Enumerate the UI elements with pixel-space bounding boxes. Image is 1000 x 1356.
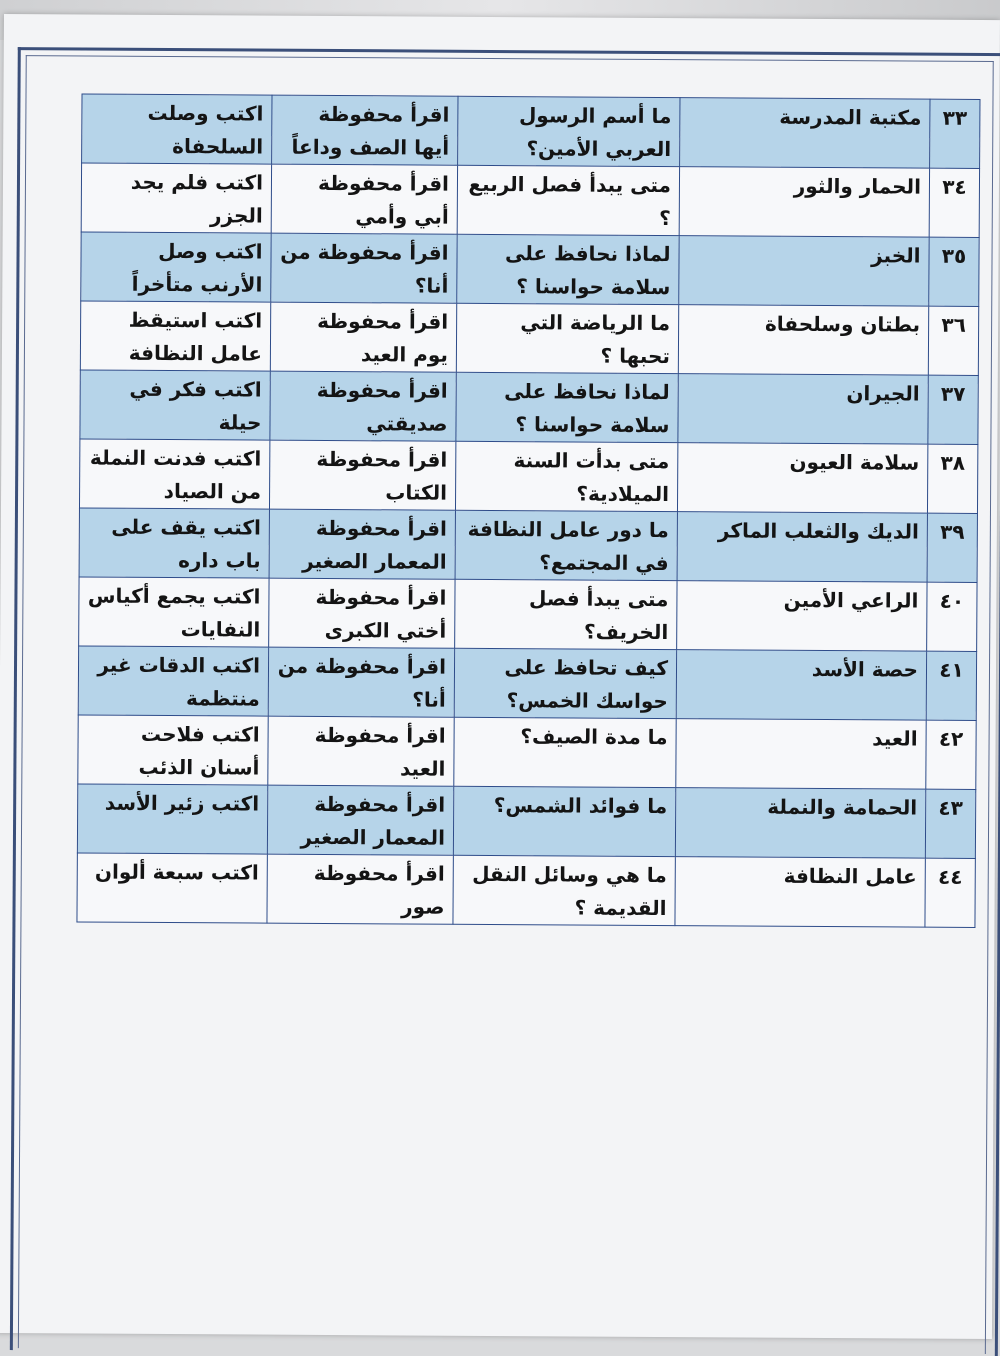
lesson-reading: اقرأ محفوظة صديقتي bbox=[270, 371, 456, 441]
lesson-number: ٣٥ bbox=[929, 237, 979, 306]
lesson-writing: اكتب فلاحت أسنان الذئب bbox=[78, 715, 268, 785]
lesson-writing: اكتب فدنت النملة من الصياد bbox=[79, 439, 269, 509]
lesson-number: ٤١ bbox=[926, 651, 976, 720]
lesson-question: متى يبدأ فصل الخريف؟ bbox=[455, 579, 677, 649]
lesson-question: ما فوائد الشمس؟ bbox=[453, 786, 675, 856]
lesson-question: ما أسم الرسول العربي الأمين؟ bbox=[458, 96, 680, 166]
lesson-question: كيف تحافظ على حواسك الخمس؟ bbox=[454, 648, 676, 718]
lesson-title: سلامة العيون bbox=[677, 443, 927, 514]
lesson-writing: اكتب سبعة ألوان bbox=[77, 853, 267, 923]
lesson-writing: اكتب استيقظ عامل النظافة bbox=[80, 301, 270, 371]
lesson-question: متى يبدأ فصل الربيع ؟ bbox=[457, 165, 679, 235]
lesson-writing: اكتب الدقات غير منتظمة bbox=[78, 646, 268, 716]
lesson-plan-table bbox=[76, 93, 980, 927]
lesson-reading: اقرأ محفوظة المعمار الصغير bbox=[267, 785, 453, 855]
lesson-question: لماذا نحافظ على سلامة حواسنا ؟ bbox=[456, 372, 678, 442]
lesson-title: الجيران bbox=[678, 374, 928, 445]
table-row bbox=[78, 715, 976, 789]
lesson-number: ٣٩ bbox=[927, 513, 977, 582]
lesson-number: ٣٨ bbox=[927, 444, 977, 513]
lesson-number: ٤٢ bbox=[926, 720, 976, 789]
table-row bbox=[79, 508, 977, 582]
lesson-question: ما دور عامل النظافة في المجتمع؟ bbox=[455, 510, 677, 580]
lesson-writing: اكتب فلم يجد الجزر bbox=[81, 163, 271, 233]
lesson-reading: اقرأ محفوظة أبي وأمي bbox=[271, 164, 457, 234]
lesson-reading: اقرأ محفوظة من أنا؟ bbox=[268, 647, 454, 717]
lesson-writing: اكتب يجمع أكياس النفايات bbox=[79, 577, 269, 647]
lesson-writing: اكتب وصل الأرنب متأخراً bbox=[81, 232, 271, 302]
lesson-title: الحمار والثور bbox=[679, 167, 929, 238]
lesson-reading: اقرأ محفوظة المعمار الصغير bbox=[269, 509, 455, 579]
paper-sheet bbox=[0, 14, 1000, 1339]
table-row bbox=[80, 301, 978, 375]
lesson-number: ٣٦ bbox=[928, 306, 978, 375]
lesson-title: عامل النظافة bbox=[675, 857, 925, 928]
lesson-title: حصة الأسد bbox=[676, 650, 926, 721]
table-row bbox=[77, 784, 975, 858]
lesson-writing: اكتب وصلت السلحفاة bbox=[82, 94, 272, 164]
lesson-reading: اقرأ محفوظة العيد bbox=[268, 716, 454, 786]
lesson-reading: اقرأ محفوظة صور bbox=[267, 854, 453, 924]
table-row bbox=[82, 94, 980, 168]
lesson-number: ٤٤ bbox=[925, 858, 975, 927]
lesson-title: العيد bbox=[676, 719, 926, 790]
lesson-question: لماذا نحافظ على سلامة حواسنا ؟ bbox=[457, 234, 679, 304]
lesson-number: ٣٧ bbox=[928, 375, 978, 444]
lesson-writing: اكتب يقف على باب داره bbox=[79, 508, 269, 578]
lesson-title: الخبز bbox=[679, 236, 929, 307]
lesson-title: الديك والثعلب الماكر bbox=[677, 512, 927, 583]
lesson-reading: اقرأ محفوظة أيها الصف وداعاً bbox=[272, 95, 458, 165]
table-row bbox=[81, 232, 979, 306]
lesson-reading: اقرأ محفوظة من أنا؟ bbox=[271, 233, 457, 303]
lesson-number: ٤٠ bbox=[927, 582, 977, 651]
lesson-title: مكتبة المدرسة bbox=[680, 98, 930, 169]
table-row bbox=[80, 370, 978, 444]
lesson-question: متى بدأت السنة الميلادية؟ bbox=[455, 441, 677, 511]
lesson-writing: اكتب زئير الأسد bbox=[77, 784, 267, 854]
table-row bbox=[79, 439, 977, 513]
lesson-reading: اقرأ محفوظة الكتاب bbox=[269, 440, 455, 510]
lesson-question: ما هي وسائل النقل القديمة ؟ bbox=[453, 855, 675, 925]
table-row bbox=[78, 646, 976, 720]
lesson-number: ٤٣ bbox=[925, 789, 975, 858]
lesson-reading: اقرأ محفوظة يوم العيد bbox=[270, 302, 456, 372]
lesson-number: ٣٤ bbox=[929, 168, 979, 237]
table-row bbox=[81, 163, 979, 237]
lesson-question: ما الرياضة التي تحبها ؟ bbox=[456, 303, 678, 373]
lesson-writing: اكتب فكر في حيلة bbox=[80, 370, 270, 440]
lesson-title: بطتان وسلحفاة bbox=[678, 305, 928, 376]
lesson-number: ٣٣ bbox=[930, 99, 980, 168]
lesson-question: ما مدة الصيف؟ bbox=[454, 717, 676, 787]
lesson-title: الراعي الأمين bbox=[677, 581, 927, 652]
table-row bbox=[77, 853, 975, 927]
table-row bbox=[79, 577, 977, 651]
lesson-reading: اقرأ محفوظة أختي الكبرى bbox=[269, 578, 455, 648]
lesson-title: الحمامة والنملة bbox=[675, 788, 925, 859]
